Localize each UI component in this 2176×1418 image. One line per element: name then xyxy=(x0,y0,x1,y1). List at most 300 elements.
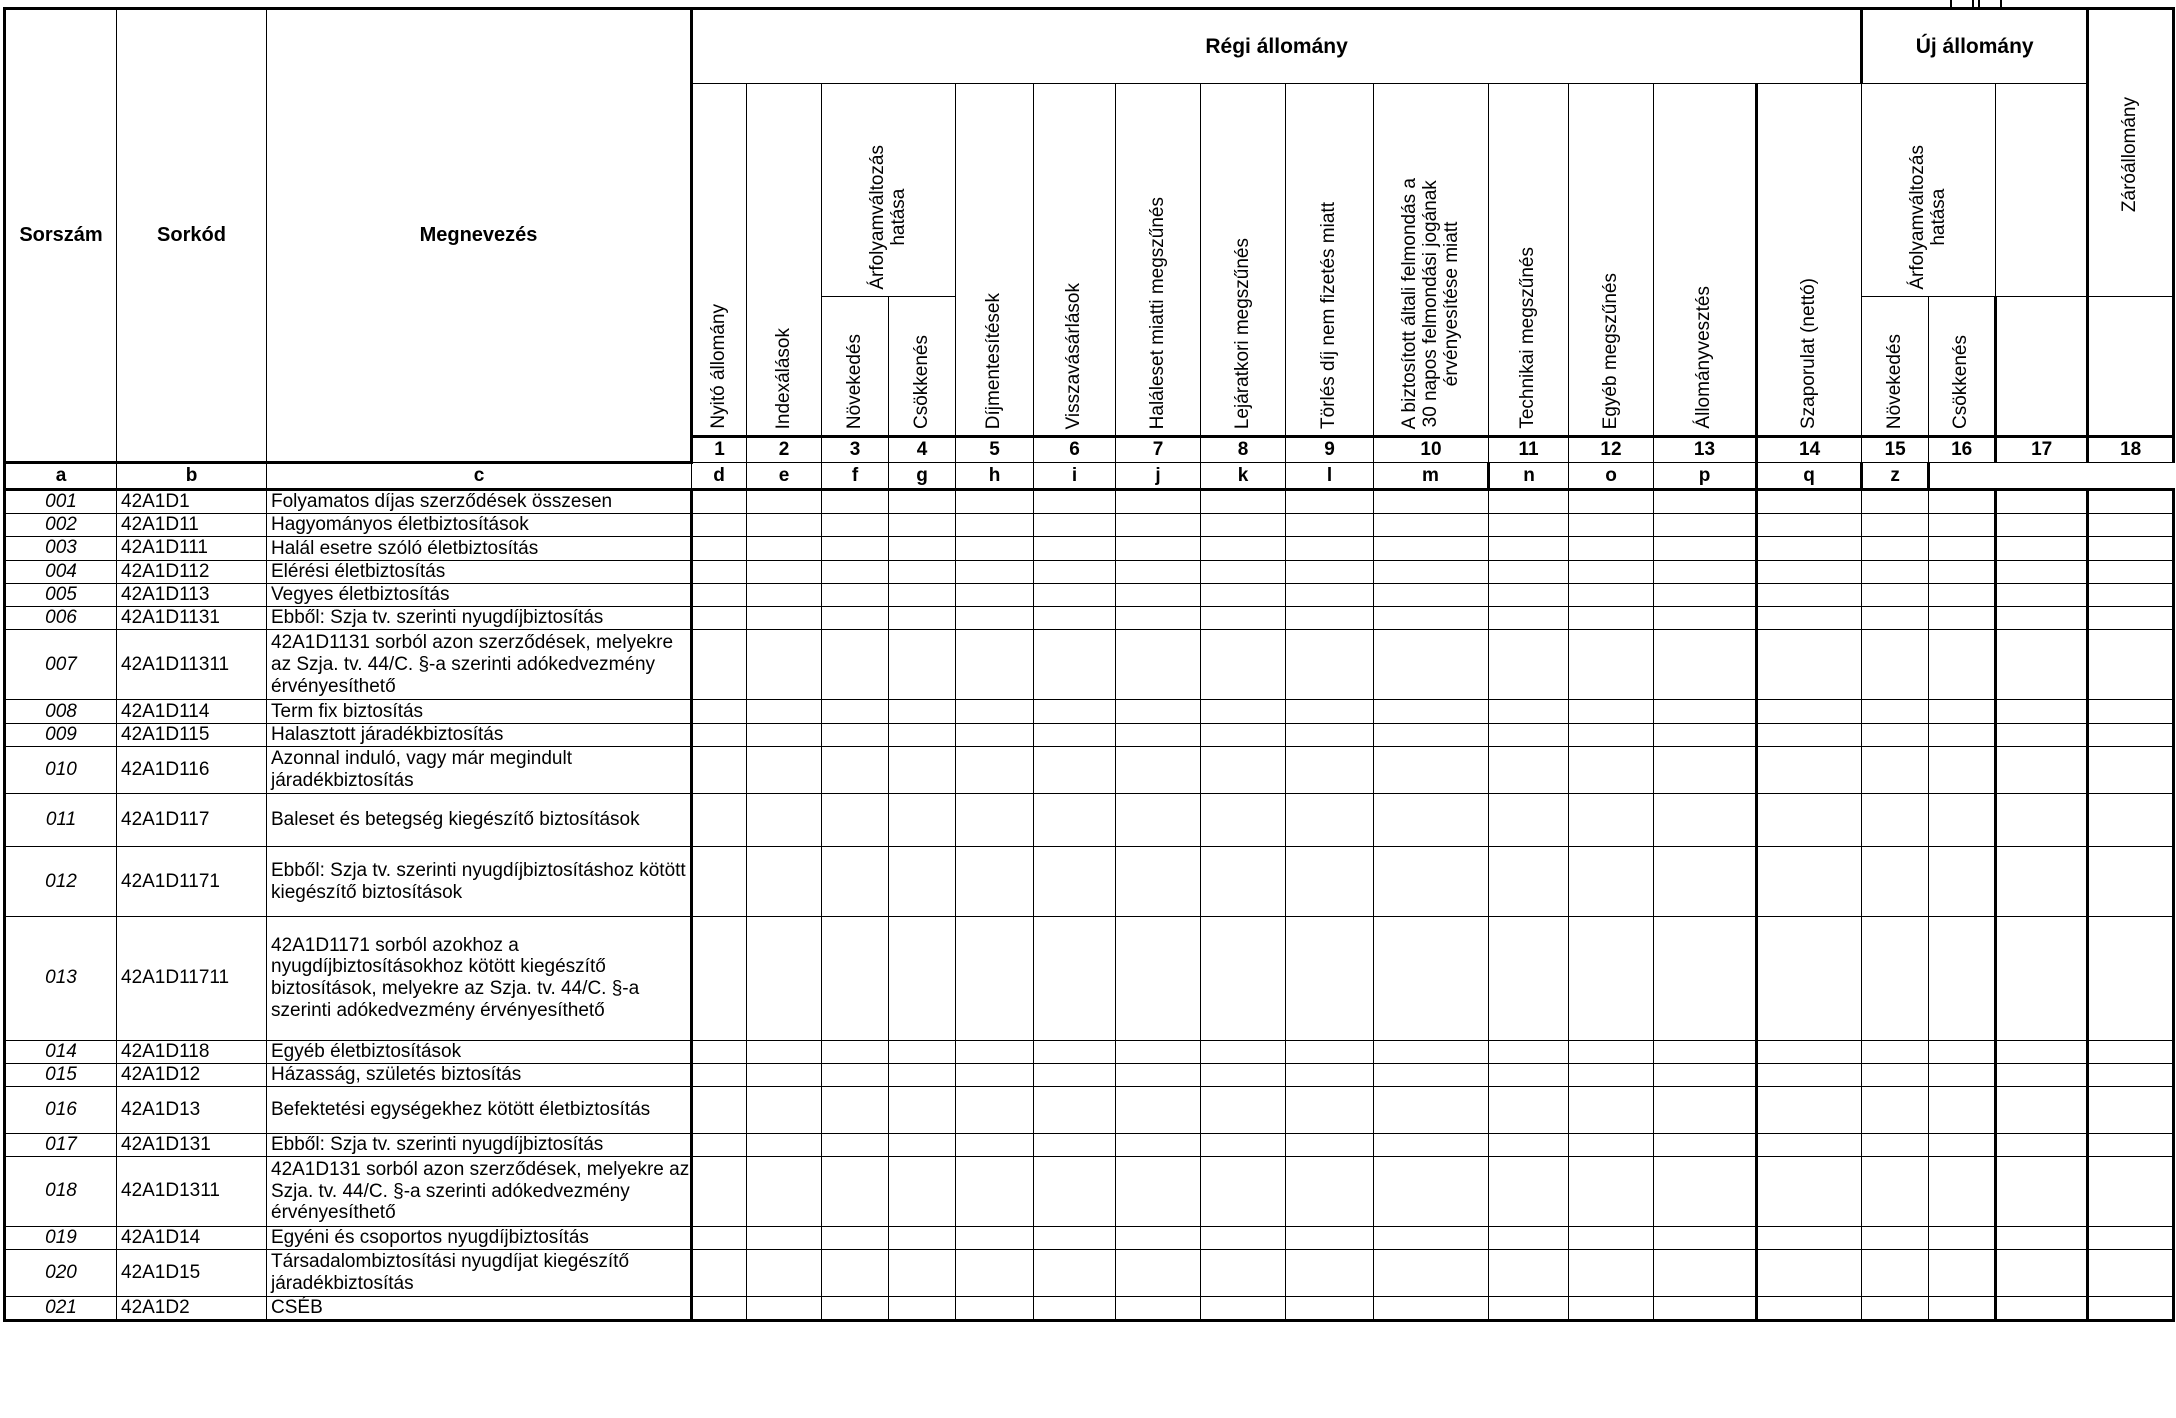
data-cell[interactable] xyxy=(1569,746,1654,793)
data-cell[interactable] xyxy=(1286,1063,1374,1086)
data-cell[interactable] xyxy=(747,847,822,917)
data-cell[interactable] xyxy=(1116,560,1201,583)
data-cell[interactable] xyxy=(1034,514,1116,537)
data-cell[interactable] xyxy=(1929,514,1996,537)
data-cell[interactable] xyxy=(822,607,889,630)
data-cell[interactable] xyxy=(1374,1157,1489,1227)
data-cell[interactable] xyxy=(1489,917,1569,1040)
data-cell[interactable] xyxy=(1569,1157,1654,1227)
data-cell[interactable] xyxy=(692,1226,747,1249)
data-cell[interactable] xyxy=(1996,1226,2088,1249)
data-cell[interactable] xyxy=(1034,917,1116,1040)
data-cell[interactable] xyxy=(747,1087,822,1134)
data-cell[interactable] xyxy=(889,1040,956,1063)
data-cell[interactable] xyxy=(747,583,822,606)
data-cell[interactable] xyxy=(889,583,956,606)
data-cell[interactable] xyxy=(1569,490,1654,514)
data-cell[interactable] xyxy=(1569,514,1654,537)
data-cell[interactable] xyxy=(1489,1063,1569,1086)
data-cell[interactable] xyxy=(956,700,1034,723)
data-cell[interactable] xyxy=(822,1087,889,1134)
data-cell[interactable] xyxy=(822,583,889,606)
data-cell[interactable] xyxy=(1286,1040,1374,1063)
data-cell[interactable] xyxy=(956,1087,1034,1134)
data-cell[interactable] xyxy=(1862,847,1929,917)
data-cell[interactable] xyxy=(1286,630,1374,700)
data-cell[interactable] xyxy=(1757,1157,1862,1227)
data-cell[interactable] xyxy=(1654,1250,1757,1297)
data-cell[interactable] xyxy=(1757,537,1862,560)
data-cell[interactable] xyxy=(2088,607,2174,630)
data-cell[interactable] xyxy=(692,607,747,630)
data-cell[interactable] xyxy=(1489,1250,1569,1297)
data-cell[interactable] xyxy=(1116,723,1201,746)
data-cell[interactable] xyxy=(1116,1226,1201,1249)
data-cell[interactable] xyxy=(692,746,747,793)
data-cell[interactable] xyxy=(1489,700,1569,723)
data-cell[interactable] xyxy=(2088,1296,2174,1320)
data-cell[interactable] xyxy=(1929,1226,1996,1249)
data-cell[interactable] xyxy=(1286,537,1374,560)
data-cell[interactable] xyxy=(1374,630,1489,700)
data-cell[interactable] xyxy=(1929,537,1996,560)
data-cell[interactable] xyxy=(692,1157,747,1227)
data-cell[interactable] xyxy=(747,537,822,560)
data-cell[interactable] xyxy=(692,1296,747,1320)
data-cell[interactable] xyxy=(889,1250,956,1297)
data-cell[interactable] xyxy=(1929,917,1996,1040)
data-cell[interactable] xyxy=(1034,1226,1116,1249)
data-cell[interactable] xyxy=(1116,746,1201,793)
data-cell[interactable] xyxy=(956,917,1034,1040)
data-cell[interactable] xyxy=(1201,490,1286,514)
data-cell[interactable] xyxy=(1569,700,1654,723)
data-cell[interactable] xyxy=(1569,583,1654,606)
data-cell[interactable] xyxy=(1286,1087,1374,1134)
data-cell[interactable] xyxy=(1862,583,1929,606)
data-cell[interactable] xyxy=(1996,700,2088,723)
data-cell[interactable] xyxy=(1862,630,1929,700)
data-cell[interactable] xyxy=(1996,1296,2088,1320)
data-cell[interactable] xyxy=(822,1063,889,1086)
data-cell[interactable] xyxy=(1569,1296,1654,1320)
data-cell[interactable] xyxy=(1996,847,2088,917)
data-cell[interactable] xyxy=(1862,1250,1929,1297)
data-cell[interactable] xyxy=(1286,1296,1374,1320)
data-cell[interactable] xyxy=(1201,723,1286,746)
data-cell[interactable] xyxy=(1034,630,1116,700)
data-cell[interactable] xyxy=(889,1087,956,1134)
data-cell[interactable] xyxy=(889,607,956,630)
data-cell[interactable] xyxy=(1374,607,1489,630)
data-cell[interactable] xyxy=(1201,793,1286,847)
data-cell[interactable] xyxy=(889,793,956,847)
data-cell[interactable] xyxy=(1654,700,1757,723)
data-cell[interactable] xyxy=(2088,560,2174,583)
data-cell[interactable] xyxy=(1286,1157,1374,1227)
data-cell[interactable] xyxy=(692,560,747,583)
data-cell[interactable] xyxy=(1286,793,1374,847)
data-cell[interactable] xyxy=(1569,793,1654,847)
data-cell[interactable] xyxy=(2088,514,2174,537)
data-cell[interactable] xyxy=(747,1040,822,1063)
data-cell[interactable] xyxy=(1286,1133,1374,1156)
data-cell[interactable] xyxy=(1996,1133,2088,1156)
data-cell[interactable] xyxy=(692,490,747,514)
data-cell[interactable] xyxy=(956,560,1034,583)
data-cell[interactable] xyxy=(1996,490,2088,514)
data-cell[interactable] xyxy=(1034,746,1116,793)
data-cell[interactable] xyxy=(1489,1296,1569,1320)
data-cell[interactable] xyxy=(1489,583,1569,606)
data-cell[interactable] xyxy=(1862,560,1929,583)
data-cell[interactable] xyxy=(822,1133,889,1156)
data-cell[interactable] xyxy=(1654,1087,1757,1134)
data-cell[interactable] xyxy=(1374,537,1489,560)
data-cell[interactable] xyxy=(2088,1040,2174,1063)
data-cell[interactable] xyxy=(1034,723,1116,746)
data-cell[interactable] xyxy=(2088,1226,2174,1249)
data-cell[interactable] xyxy=(1929,1133,1996,1156)
data-cell[interactable] xyxy=(1374,1226,1489,1249)
data-cell[interactable] xyxy=(692,723,747,746)
data-cell[interactable] xyxy=(1654,490,1757,514)
data-cell[interactable] xyxy=(1034,1087,1116,1134)
data-cell[interactable] xyxy=(1757,917,1862,1040)
data-cell[interactable] xyxy=(1569,1063,1654,1086)
data-cell[interactable] xyxy=(747,560,822,583)
data-cell[interactable] xyxy=(1929,700,1996,723)
data-cell[interactable] xyxy=(1374,847,1489,917)
data-cell[interactable] xyxy=(889,1063,956,1086)
data-cell[interactable] xyxy=(1929,1040,1996,1063)
data-cell[interactable] xyxy=(1862,793,1929,847)
data-cell[interactable] xyxy=(1862,607,1929,630)
data-cell[interactable] xyxy=(1286,746,1374,793)
data-cell[interactable] xyxy=(747,514,822,537)
data-cell[interactable] xyxy=(1569,1250,1654,1297)
data-cell[interactable] xyxy=(1489,793,1569,847)
data-cell[interactable] xyxy=(1862,723,1929,746)
data-cell[interactable] xyxy=(1569,1226,1654,1249)
data-cell[interactable] xyxy=(1374,583,1489,606)
data-cell[interactable] xyxy=(1116,607,1201,630)
data-cell[interactable] xyxy=(1034,793,1116,847)
data-cell[interactable] xyxy=(2088,1250,2174,1297)
data-cell[interactable] xyxy=(1116,1063,1201,1086)
data-cell[interactable] xyxy=(1996,1250,2088,1297)
data-cell[interactable] xyxy=(1374,793,1489,847)
data-cell[interactable] xyxy=(1201,1250,1286,1297)
data-cell[interactable] xyxy=(1569,537,1654,560)
data-cell[interactable] xyxy=(1201,583,1286,606)
data-cell[interactable] xyxy=(1034,560,1116,583)
data-cell[interactable] xyxy=(1929,746,1996,793)
data-cell[interactable] xyxy=(747,630,822,700)
data-cell[interactable] xyxy=(1929,1157,1996,1227)
data-cell[interactable] xyxy=(2088,723,2174,746)
data-cell[interactable] xyxy=(1374,490,1489,514)
data-cell[interactable] xyxy=(889,490,956,514)
data-cell[interactable] xyxy=(2088,630,2174,700)
data-cell[interactable] xyxy=(1654,1063,1757,1086)
data-cell[interactable] xyxy=(1654,630,1757,700)
data-cell[interactable] xyxy=(1034,1296,1116,1320)
data-cell[interactable] xyxy=(1201,746,1286,793)
data-cell[interactable] xyxy=(1489,514,1569,537)
data-cell[interactable] xyxy=(1862,1040,1929,1063)
data-cell[interactable] xyxy=(1654,537,1757,560)
data-cell[interactable] xyxy=(692,917,747,1040)
data-cell[interactable] xyxy=(2088,1157,2174,1227)
data-cell[interactable] xyxy=(747,723,822,746)
data-cell[interactable] xyxy=(1034,1157,1116,1227)
data-cell[interactable] xyxy=(1286,1226,1374,1249)
data-cell[interactable] xyxy=(1374,700,1489,723)
data-cell[interactable] xyxy=(692,1250,747,1297)
data-cell[interactable] xyxy=(1034,583,1116,606)
data-cell[interactable] xyxy=(1201,917,1286,1040)
data-cell[interactable] xyxy=(1374,514,1489,537)
data-cell[interactable] xyxy=(956,490,1034,514)
data-cell[interactable] xyxy=(1996,607,2088,630)
data-cell[interactable] xyxy=(1757,560,1862,583)
data-cell[interactable] xyxy=(1374,746,1489,793)
data-cell[interactable] xyxy=(1654,514,1757,537)
data-cell[interactable] xyxy=(1569,1087,1654,1134)
data-cell[interactable] xyxy=(1929,847,1996,917)
data-cell[interactable] xyxy=(889,1296,956,1320)
data-cell[interactable] xyxy=(1862,490,1929,514)
data-cell[interactable] xyxy=(2088,793,2174,847)
data-cell[interactable] xyxy=(2088,583,2174,606)
data-cell[interactable] xyxy=(1489,1040,1569,1063)
data-cell[interactable] xyxy=(822,1157,889,1227)
data-cell[interactable] xyxy=(1862,1157,1929,1227)
data-cell[interactable] xyxy=(889,746,956,793)
data-cell[interactable] xyxy=(747,1063,822,1086)
data-cell[interactable] xyxy=(1757,1133,1862,1156)
data-cell[interactable] xyxy=(692,1087,747,1134)
data-cell[interactable] xyxy=(747,793,822,847)
data-cell[interactable] xyxy=(889,514,956,537)
data-cell[interactable] xyxy=(1489,1087,1569,1134)
data-cell[interactable] xyxy=(1374,723,1489,746)
data-cell[interactable] xyxy=(1862,1133,1929,1156)
data-cell[interactable] xyxy=(692,1040,747,1063)
data-cell[interactable] xyxy=(1654,723,1757,746)
data-cell[interactable] xyxy=(956,537,1034,560)
data-cell[interactable] xyxy=(1034,1250,1116,1297)
data-cell[interactable] xyxy=(747,1250,822,1297)
data-cell[interactable] xyxy=(1569,1133,1654,1156)
data-cell[interactable] xyxy=(1286,917,1374,1040)
data-cell[interactable] xyxy=(1116,514,1201,537)
data-cell[interactable] xyxy=(1757,700,1862,723)
data-cell[interactable] xyxy=(1116,537,1201,560)
data-cell[interactable] xyxy=(1116,1133,1201,1156)
data-cell[interactable] xyxy=(956,514,1034,537)
data-cell[interactable] xyxy=(2088,1133,2174,1156)
data-cell[interactable] xyxy=(1757,490,1862,514)
data-cell[interactable] xyxy=(2088,847,2174,917)
data-cell[interactable] xyxy=(1116,630,1201,700)
data-cell[interactable] xyxy=(747,700,822,723)
data-cell[interactable] xyxy=(1116,700,1201,723)
data-cell[interactable] xyxy=(889,1157,956,1227)
data-cell[interactable] xyxy=(1862,1063,1929,1086)
data-cell[interactable] xyxy=(889,537,956,560)
data-cell[interactable] xyxy=(1374,917,1489,1040)
data-cell[interactable] xyxy=(1201,514,1286,537)
data-cell[interactable] xyxy=(1929,490,1996,514)
data-cell[interactable] xyxy=(1489,537,1569,560)
data-cell[interactable] xyxy=(889,847,956,917)
data-cell[interactable] xyxy=(1757,723,1862,746)
data-cell[interactable] xyxy=(1569,917,1654,1040)
data-cell[interactable] xyxy=(1201,1226,1286,1249)
data-cell[interactable] xyxy=(747,746,822,793)
data-cell[interactable] xyxy=(889,700,956,723)
data-cell[interactable] xyxy=(1996,1087,2088,1134)
data-cell[interactable] xyxy=(1116,583,1201,606)
data-cell[interactable] xyxy=(1201,1063,1286,1086)
data-cell[interactable] xyxy=(1286,723,1374,746)
data-cell[interactable] xyxy=(2088,537,2174,560)
data-cell[interactable] xyxy=(1374,560,1489,583)
data-cell[interactable] xyxy=(1996,560,2088,583)
data-cell[interactable] xyxy=(1996,746,2088,793)
data-cell[interactable] xyxy=(1757,746,1862,793)
data-cell[interactable] xyxy=(692,1063,747,1086)
data-cell[interactable] xyxy=(747,1133,822,1156)
data-cell[interactable] xyxy=(1654,1226,1757,1249)
data-cell[interactable] xyxy=(1929,583,1996,606)
data-cell[interactable] xyxy=(1286,1250,1374,1297)
data-cell[interactable] xyxy=(1757,1087,1862,1134)
data-cell[interactable] xyxy=(1034,490,1116,514)
data-cell[interactable] xyxy=(1929,607,1996,630)
data-cell[interactable] xyxy=(2088,700,2174,723)
data-cell[interactable] xyxy=(1996,723,2088,746)
data-cell[interactable] xyxy=(1996,630,2088,700)
data-cell[interactable] xyxy=(822,560,889,583)
data-cell[interactable] xyxy=(1654,1157,1757,1227)
data-cell[interactable] xyxy=(1654,847,1757,917)
data-cell[interactable] xyxy=(1862,917,1929,1040)
data-cell[interactable] xyxy=(1757,1040,1862,1063)
data-cell[interactable] xyxy=(822,746,889,793)
data-cell[interactable] xyxy=(1996,514,2088,537)
data-cell[interactable] xyxy=(1034,537,1116,560)
data-cell[interactable] xyxy=(1201,1157,1286,1227)
data-cell[interactable] xyxy=(1374,1250,1489,1297)
data-cell[interactable] xyxy=(1654,1296,1757,1320)
data-cell[interactable] xyxy=(822,847,889,917)
data-cell[interactable] xyxy=(1929,793,1996,847)
data-cell[interactable] xyxy=(956,1133,1034,1156)
data-cell[interactable] xyxy=(1654,1133,1757,1156)
data-cell[interactable] xyxy=(1569,607,1654,630)
data-cell[interactable] xyxy=(1034,847,1116,917)
data-cell[interactable] xyxy=(956,1296,1034,1320)
data-cell[interactable] xyxy=(1654,793,1757,847)
data-cell[interactable] xyxy=(1116,1087,1201,1134)
data-cell[interactable] xyxy=(1996,1157,2088,1227)
data-cell[interactable] xyxy=(747,1157,822,1227)
data-cell[interactable] xyxy=(956,746,1034,793)
data-cell[interactable] xyxy=(1996,537,2088,560)
data-cell[interactable] xyxy=(822,514,889,537)
data-cell[interactable] xyxy=(956,583,1034,606)
data-cell[interactable] xyxy=(1201,560,1286,583)
data-cell[interactable] xyxy=(1996,583,2088,606)
data-cell[interactable] xyxy=(1757,514,1862,537)
data-cell[interactable] xyxy=(1862,537,1929,560)
data-cell[interactable] xyxy=(889,723,956,746)
data-cell[interactable] xyxy=(1116,1296,1201,1320)
data-cell[interactable] xyxy=(1654,607,1757,630)
data-cell[interactable] xyxy=(1116,847,1201,917)
data-cell[interactable] xyxy=(822,723,889,746)
data-cell[interactable] xyxy=(692,537,747,560)
data-cell[interactable] xyxy=(1757,583,1862,606)
data-cell[interactable] xyxy=(747,1226,822,1249)
data-cell[interactable] xyxy=(1489,490,1569,514)
data-cell[interactable] xyxy=(1489,723,1569,746)
data-cell[interactable] xyxy=(1201,847,1286,917)
data-cell[interactable] xyxy=(1374,1296,1489,1320)
data-cell[interactable] xyxy=(1034,1133,1116,1156)
data-cell[interactable] xyxy=(1654,583,1757,606)
data-cell[interactable] xyxy=(956,793,1034,847)
data-cell[interactable] xyxy=(1757,1226,1862,1249)
data-cell[interactable] xyxy=(1757,1250,1862,1297)
data-cell[interactable] xyxy=(2088,746,2174,793)
data-cell[interactable] xyxy=(956,1157,1034,1227)
data-cell[interactable] xyxy=(2088,490,2174,514)
data-cell[interactable] xyxy=(1996,1040,2088,1063)
data-cell[interactable] xyxy=(1757,607,1862,630)
data-cell[interactable] xyxy=(747,607,822,630)
data-cell[interactable] xyxy=(1201,607,1286,630)
data-cell[interactable] xyxy=(822,1250,889,1297)
data-cell[interactable] xyxy=(1034,1063,1116,1086)
data-cell[interactable] xyxy=(1201,700,1286,723)
data-cell[interactable] xyxy=(1996,917,2088,1040)
data-cell[interactable] xyxy=(956,1063,1034,1086)
data-cell[interactable] xyxy=(1286,583,1374,606)
data-cell[interactable] xyxy=(1489,1226,1569,1249)
data-cell[interactable] xyxy=(1201,1087,1286,1134)
data-cell[interactable] xyxy=(1489,1133,1569,1156)
data-cell[interactable] xyxy=(1489,630,1569,700)
data-cell[interactable] xyxy=(1569,560,1654,583)
data-cell[interactable] xyxy=(1654,560,1757,583)
data-cell[interactable] xyxy=(956,847,1034,917)
data-cell[interactable] xyxy=(956,1226,1034,1249)
data-cell[interactable] xyxy=(1929,1250,1996,1297)
data-cell[interactable] xyxy=(1489,1157,1569,1227)
data-cell[interactable] xyxy=(1569,630,1654,700)
data-cell[interactable] xyxy=(889,917,956,1040)
data-cell[interactable] xyxy=(822,490,889,514)
data-cell[interactable] xyxy=(1489,607,1569,630)
data-cell[interactable] xyxy=(822,700,889,723)
data-cell[interactable] xyxy=(1034,700,1116,723)
data-cell[interactable] xyxy=(1757,1296,1862,1320)
data-cell[interactable] xyxy=(1757,793,1862,847)
